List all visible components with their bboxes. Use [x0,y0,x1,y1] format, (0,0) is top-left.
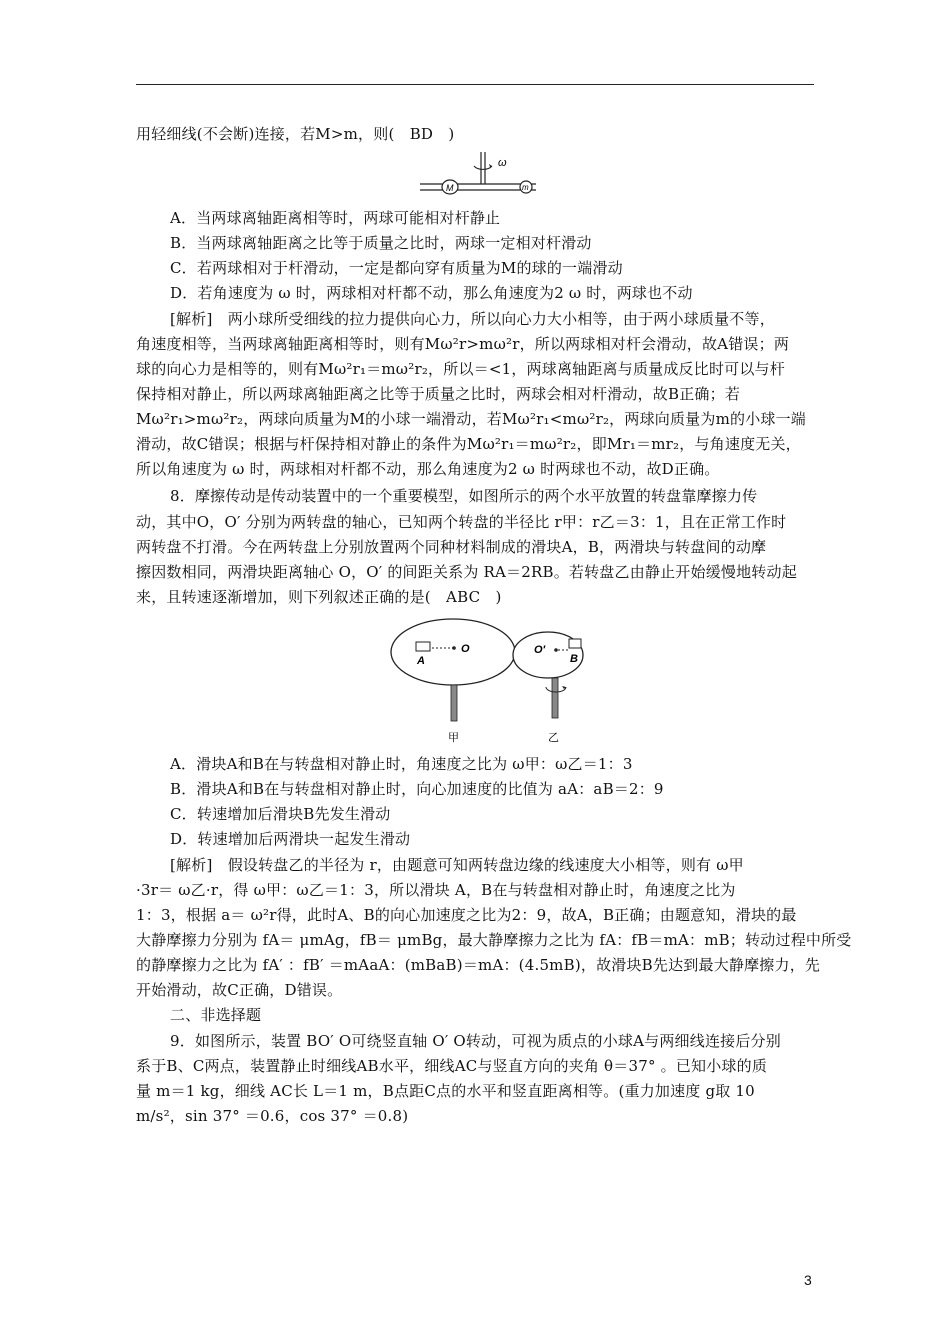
slider-A [416,642,430,651]
q7-analysis-4: 保持相对静止，所以两球离轴距离之比等于质量之比时，两球会相对杆滑动，故B正确；若 [136,385,741,403]
label-A: A [417,655,425,667]
q7-option-a: A．当两球离轴距离相等时，两球可能相对杆静止 [170,209,501,227]
q7-analysis-1: [解析] 两小球所受细线的拉力提供向心力，所以向心力大小相等，由于两小球质量不等， [170,310,775,328]
label-B: B [570,653,578,665]
page-number: 3 [804,1272,812,1288]
q8-stem-4: 擦因数相同，两滑块距离轴心 O，O′ 的间距关系为 RA＝2RB。若转盘乙由静止开始缓慢地转动起 [136,563,797,581]
shaft-jia [451,685,457,721]
q8-analysis-3: 1：3，根据 a＝ ω²r得，此时A、B的向心加速度之比为2：9，故A，B正确；由题意知，滑块的最 [136,906,797,924]
q8-option-b: B．滑块A和B在与转盘相对静止时，向心加速度的比值为 aA：aB＝2：9 [170,780,664,798]
shaft-yi [552,678,558,718]
q8-option-d: D．转速增加后两滑块一起发生滑动 [170,830,411,848]
header-rule [136,84,814,85]
q7-analysis-3: 球的向心力是相等的，则有Mω²r₁＝mω²r₂，所以＝<1，两球离轴距离与质量成反比时可以与杆 [136,360,785,378]
ball-m-label: m [522,183,529,192]
q9-line-1: 9．如图所示，装置 BO′ O可绕竖直轴 O′ O转动，可视为质点的小球A与两细线连接后分别 [170,1032,781,1050]
q8-analysis-6: 开始滑动，故C正确，D错误。 [136,981,343,999]
label-O: O [461,643,470,655]
q9-line-2: 系于B、C两点，装置静止时细线AB水平，细线AC与竖直方向的夹角 θ＝37° 。已知小球的质 [136,1057,768,1075]
q7-option-b: B．当两球离轴距离之比等于质量之比时，两球一定相对杆滑动 [170,234,592,252]
ball-M-label: M [446,183,454,193]
q8-stem-3: 两转盘不打滑。今在两转盘上分别放置两个同种材料制成的滑块A，B，两滑块与转盘间的动摩 [136,538,767,556]
q9-line-3: 量 m＝1 kg，细线 AC长 L＝1 m，B点距C点的水平和竖直距离相等。(重力加速度 g取 10 [136,1082,755,1100]
q7-analysis-6: 滑动，故C错误；根据与杆保持相对静止的条件为Mω²r₁＝mω²r₂，即Mr₁＝mr₂，与角速度无关， [136,435,801,453]
q8-stem-1: 8．摩擦传动是传动装置中的一个重要模型，如图所示的两个水平放置的转盘靠摩擦力传 [170,487,758,505]
q7-analysis-7: 所以角速度为 ω 时，两球相对杆都不动，那么角速度为2 ω 时两球也不动，故D正确。 [136,460,720,478]
q8-stem-2: 动，其中O，O′ 分别为两转盘的轴心，已知两个转盘的半径比 r甲：r乙＝3：1，且在正常工作时 [136,513,787,531]
q8-analysis-1: [解析] 假设转盘乙的半径为 r，由题意可知两转盘边缘的线速度大小相等，则有 ω甲 [170,856,744,874]
q8-analysis-5: 的静摩擦力之比为 fA′ ：fB′ ＝mAaA：(mBaB)＝mA：(4.5mB)，故滑块B先达到最大静摩擦力，先 [136,956,821,974]
q8-analysis-2: ·3r＝ ω乙·r，得 ω甲：ω乙＝1：3，所以滑块 A，B在与转盘相对静止时，角速度之比为 [136,881,736,899]
q7-option-d: D．若角速度为 ω 时，两球相对杆都不动，那么角速度为2 ω 时，两球也不动 [170,284,693,302]
q7-analysis-2: 角速度相等，当两球离轴距离相等时，则有Mω²r>mω²r，所以两球相对杆会滑动，故A错误；两 [136,335,790,353]
section-heading: 二、非选择题 [170,1006,262,1024]
q7-analysis-5: Mω²r₁>mω²r₂，两球向质量为M的小球一端滑动，若Mω²r₁<mω²r₂，两球向质量为m的小球一端 [136,410,806,428]
label-yi: 乙 [548,732,559,744]
omega-label: ω [498,157,507,169]
q8-option-a: A．滑块A和B在与转盘相对静止时，角速度之比为 ω甲：ω乙＝1：3 [170,755,633,773]
q7-rod-figure [418,150,538,200]
q7-intro: 用轻细线(不会断)连接，若M>m，则( BD ) [136,125,455,143]
slider-B [569,639,581,648]
q8-stem-5: 来，且转速逐渐增加，则下列叙述正确的是( ABC ) [136,588,502,606]
turntable-jia [391,619,515,685]
label-jia: 甲 [448,732,459,744]
q8-analysis-4: 大静摩擦力分别为 fA＝ μmAg，fB＝ μmBg，最大静摩擦力之比为 fA：fB＝mA：mB；转动过程中所受 [136,931,852,949]
q7-option-c: C．若两球相对于杆滑动，一定是都向穿有质量为M的球的一端滑动 [170,259,623,277]
q9-line-4: m/s²，sin 37° ＝0.6，cos 37° ＝0.8) [136,1107,409,1125]
label-O-prime: O′ [534,644,546,656]
q8-option-c: C．转速增加后滑块B先发生滑动 [170,805,391,823]
q8-turntable-figure [388,615,598,750]
